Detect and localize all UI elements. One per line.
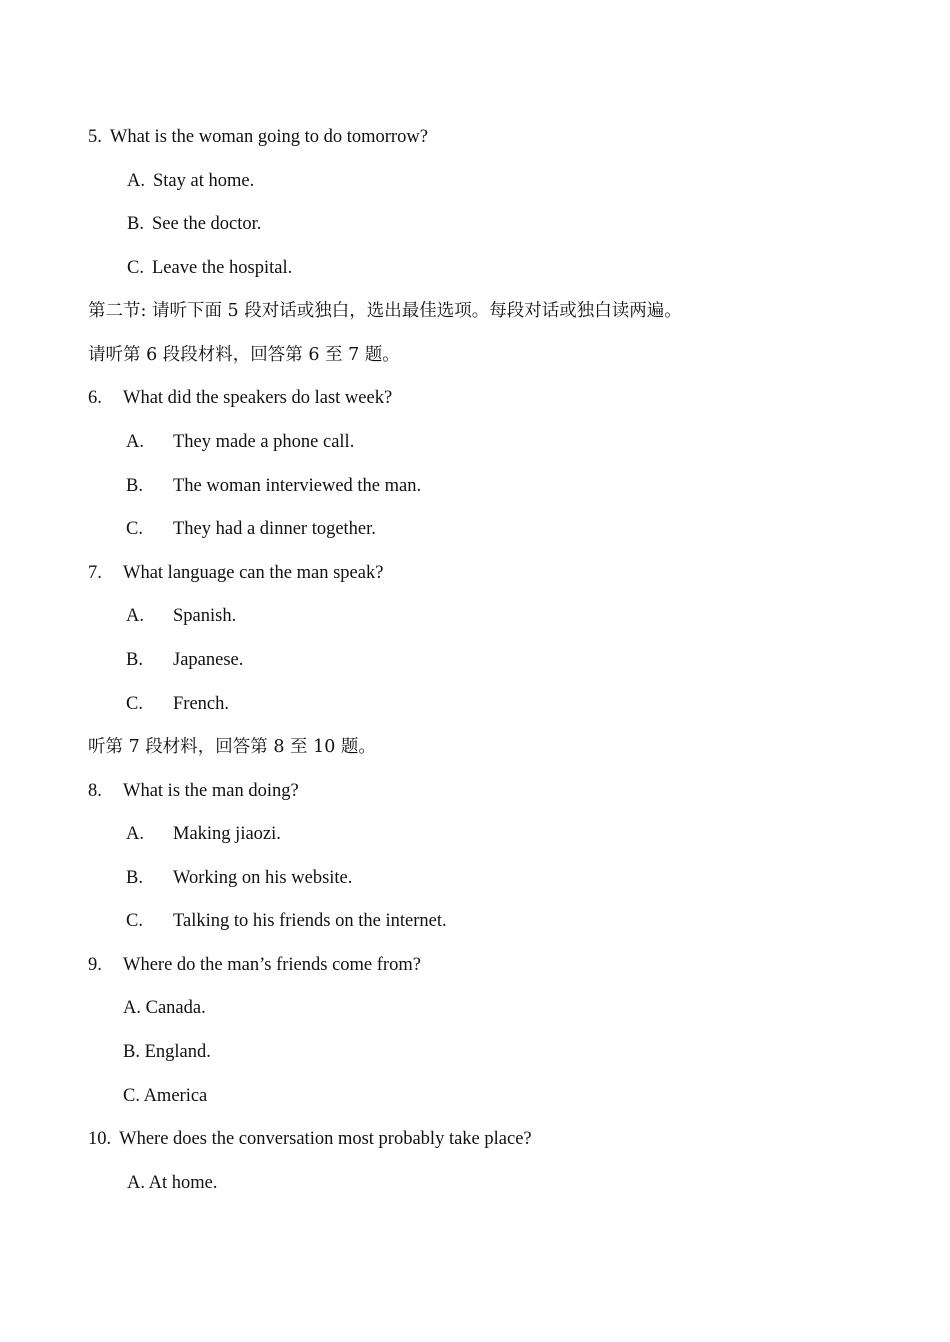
option-text: Japanese. bbox=[173, 650, 244, 670]
question-number: 9. bbox=[88, 955, 102, 975]
option-text: Stay at home. bbox=[153, 171, 255, 191]
option-text: Spanish. bbox=[173, 606, 237, 626]
option-5a bbox=[127, 168, 254, 194]
question-7 bbox=[88, 560, 383, 586]
question-text: What is the man doing? bbox=[123, 781, 299, 801]
question-number: 5. bbox=[88, 127, 102, 147]
option-text: Leave the hospital. bbox=[151, 258, 293, 278]
question-text: Where does the conversation most probably take place? bbox=[119, 1129, 532, 1149]
option-letter: C. bbox=[127, 258, 144, 278]
option-9c: C. America bbox=[123, 1086, 208, 1106]
option-7c bbox=[126, 691, 229, 717]
option-letter: B. bbox=[126, 650, 143, 670]
question-8 bbox=[88, 778, 299, 804]
option-text: The woman interviewed the man. bbox=[173, 476, 422, 496]
option-7b bbox=[126, 647, 243, 673]
question-text: What language can the man speak? bbox=[123, 563, 384, 583]
question-6 bbox=[88, 385, 392, 411]
option-text: They had a dinner together. bbox=[173, 519, 376, 539]
option-letter: C. bbox=[126, 519, 143, 539]
option-text: French. bbox=[173, 694, 229, 714]
question-number: 7. bbox=[88, 563, 102, 583]
option-letter: B. bbox=[127, 214, 144, 234]
question-text: Where do the man’s friends come from? bbox=[123, 955, 421, 975]
option-letter: C. bbox=[126, 694, 143, 714]
option-text: Working on his website. bbox=[173, 868, 353, 888]
option-7a bbox=[126, 603, 236, 629]
option-text: They made a phone call. bbox=[173, 432, 355, 452]
option-5b bbox=[127, 211, 261, 237]
question-number: 10. bbox=[88, 1129, 112, 1149]
option-9b: B. England. bbox=[123, 1042, 211, 1062]
passage-6-instruction: 请听第 6 段段材料，回答第 6 至 7 题。 bbox=[88, 345, 400, 365]
option-text: Making jiaozi. bbox=[173, 824, 281, 844]
option-8a bbox=[126, 821, 281, 847]
option-letter: A. bbox=[126, 432, 144, 452]
option-text: Talking to his friends on the internet. bbox=[173, 911, 447, 931]
question-number: 6. bbox=[88, 388, 102, 408]
option-letter: A. bbox=[126, 606, 144, 626]
section-2-instruction: 第二节: 请听下面 5 段对话或独白，选出最佳选项。每段对话或独白读两遍。 bbox=[88, 301, 682, 321]
option-8b bbox=[126, 865, 352, 891]
option-letter: C. bbox=[126, 911, 143, 931]
option-6b bbox=[126, 473, 421, 499]
question-9 bbox=[88, 952, 421, 978]
option-letter: B. bbox=[126, 868, 143, 888]
option-text: See the doctor. bbox=[151, 214, 262, 234]
option-5c bbox=[127, 255, 292, 281]
option-9a: A. Canada. bbox=[123, 998, 206, 1018]
question-number: 8. bbox=[88, 781, 102, 801]
option-8c bbox=[126, 908, 447, 934]
option-letter: A. bbox=[126, 824, 144, 844]
question-10 bbox=[88, 1126, 532, 1152]
passage-7-instruction: 听第 7 段材料，回答第 8 至 10 题。 bbox=[88, 737, 376, 757]
option-6c bbox=[126, 516, 376, 542]
question-5 bbox=[88, 124, 428, 150]
option-letter: B. bbox=[126, 476, 143, 496]
option-6a bbox=[126, 429, 354, 455]
question-text: What is the woman going to do tomorrow? bbox=[109, 127, 428, 147]
option-10a: A. At home. bbox=[127, 1173, 218, 1193]
question-text: What did the speakers do last week? bbox=[123, 388, 393, 408]
option-letter: A. bbox=[127, 171, 145, 191]
